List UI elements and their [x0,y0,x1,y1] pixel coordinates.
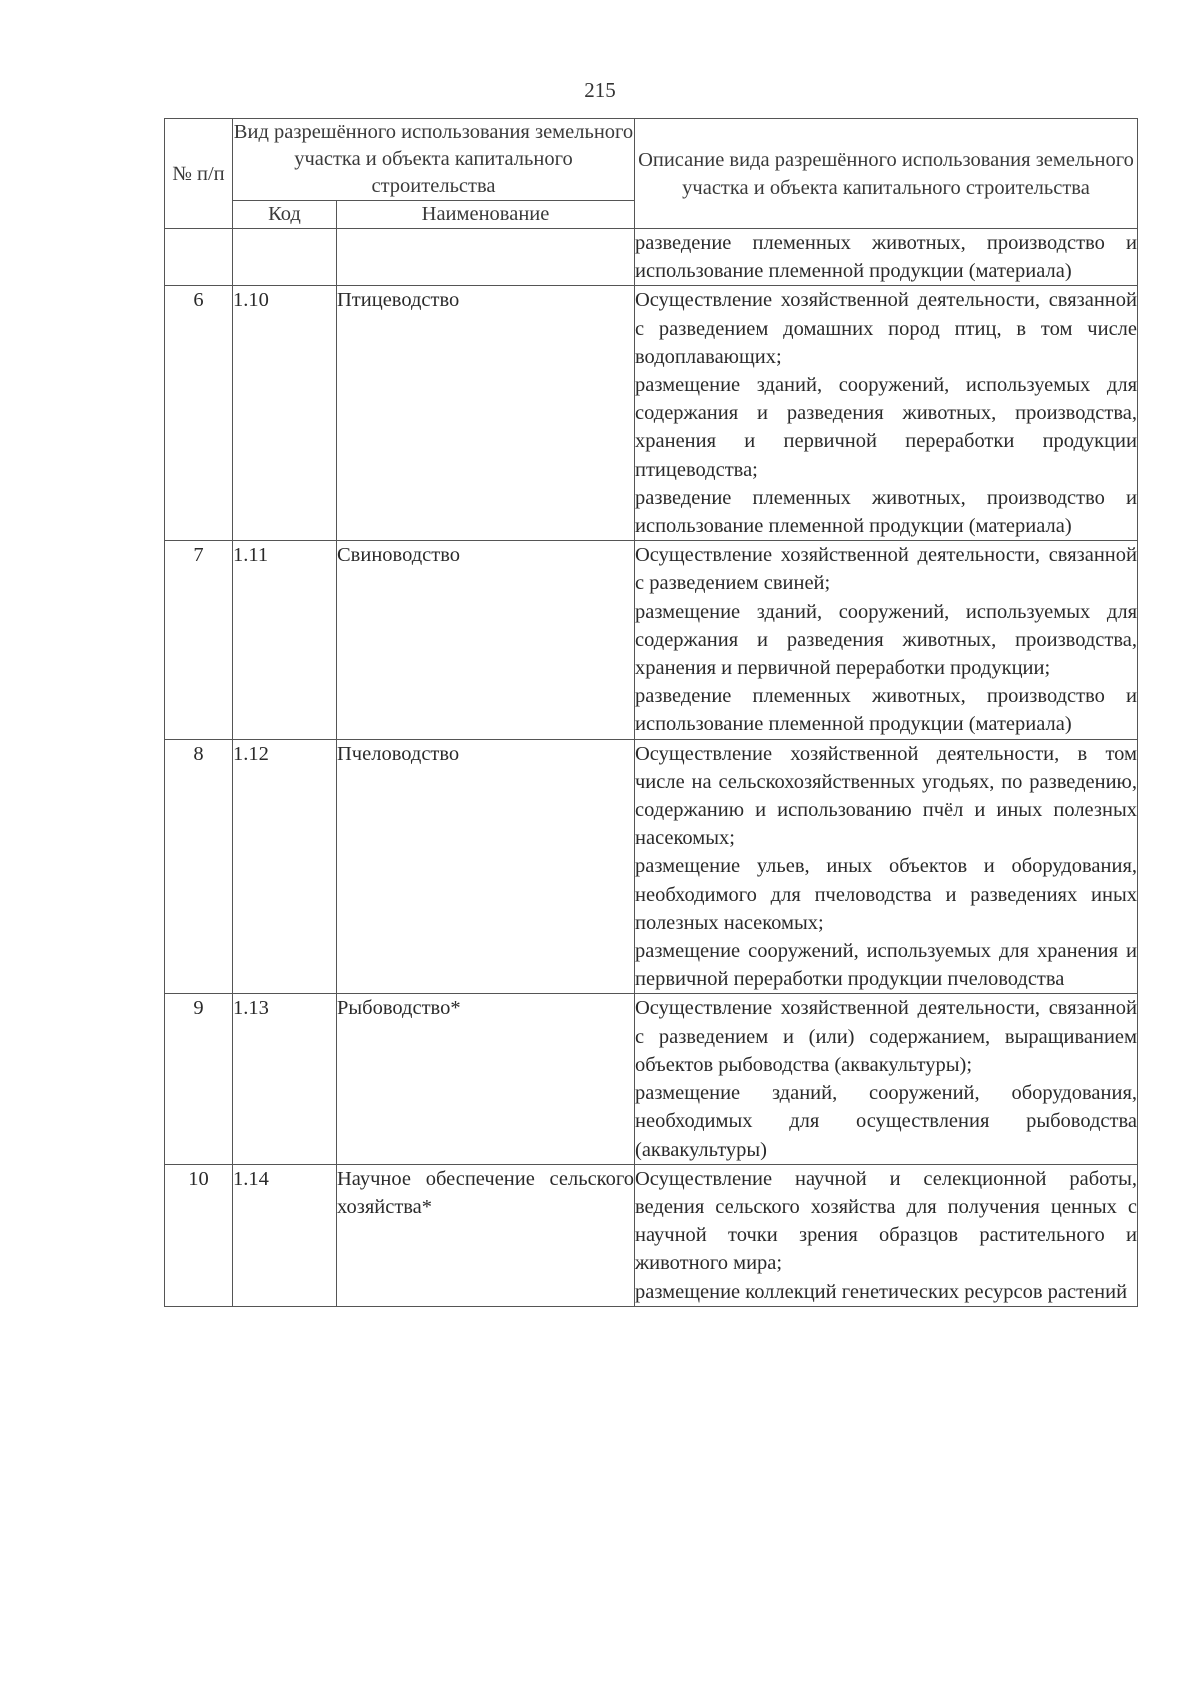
row-name [337,1164,635,1306]
row-description [635,286,1138,541]
description-paragraph: размещение зданий, сооружений, используемых для содержания и разведения животных, производства, хранения и первичной переработки продукции птицеводства; [635,374,1137,481]
row-description [635,229,1138,286]
row-description [635,1164,1138,1306]
header-num: № п/п [165,119,233,229]
table-row [165,1164,1138,1306]
page-number: 215 [584,78,616,102]
description-paragraph: Осуществление хозяйственной деятельности, связанной с разведением свиней; [635,544,1137,595]
row-name-text: Пчеловодство [337,742,460,765]
header-land-use-type: Вид разрешённого использования земельного участка и объекта капитального строительства [233,119,635,201]
row-name-text: Птицеводство [337,289,460,312]
row-name-text: Рыбоводство* [337,997,461,1020]
description-paragraph: Осуществление хозяйственной деятельности, связанной с разведением домашних пород птиц, в том числе водоплавающих; [635,289,1137,368]
table-row [165,541,1138,739]
description-paragraph: разведение племенных животных, производство и использование племенной продукции (материала) [635,486,1137,538]
row-number: 8 [165,739,233,994]
description-paragraph: размещение коллекций генетических ресурсов растений [635,1280,1128,1303]
table-body [165,229,1138,1307]
row-name [337,229,635,286]
table-row [165,739,1138,994]
row-number [165,229,233,286]
description-paragraph: размещение сооружений, используемых для хранения и первичной переработки продукции пчеловодства [635,940,1137,991]
row-number: 7 [165,541,233,739]
row-name-text: Свиноводство [337,544,461,567]
header-description: Описание вида разрешённого использования земельного участка и объекта капитального строительства [635,119,1138,229]
description-paragraph: Осуществление хозяйственной деятельности, в том числе на сельскохозяйственных угодьях, по разведению, содержанию и использованию пчёл и иных полезных насекомых; [635,742,1137,850]
land-use-table [164,118,1138,1307]
table-row [165,286,1138,541]
description-paragraph: Осуществление научной и селекционной работы, ведения сельского хозяйства для получения ценных с научной точки зрения образцов растительного и животного мира; [635,1167,1137,1275]
row-description [635,994,1138,1164]
row-code: 1.13 [233,994,337,1164]
table-row [165,994,1138,1164]
row-name [337,739,635,994]
row-description [635,739,1138,994]
row-name-text: Научное обеспечение сельского хозяйства* [337,1167,634,1218]
row-number: 9 [165,994,233,1164]
row-description [635,541,1138,739]
row-number: 6 [165,286,233,541]
table-row [165,229,1138,286]
row-code: 1.12 [233,739,337,994]
description-paragraph: размещение ульев, иных объектов и оборудования, необходимого для пчеловодства и разведениях иных полезных насекомых; [635,855,1137,934]
row-number: 10 [165,1164,233,1306]
header-code: Код [233,201,337,229]
description-paragraph: Осуществление хозяйственной деятельности, связанной с разведением и (или) содержанием, выращиванием объектов рыбоводства (аквакультуры); [635,997,1137,1076]
header-name: Наименование [337,201,635,229]
description-paragraph: разведение племенных животных, производство и использование племенной продукции (материала) [635,232,1137,283]
row-code: 1.14 [233,1164,337,1306]
row-name [337,541,635,739]
description-paragraph: размещение зданий, сооружений, используемых для содержания и разведения животных, производства, хранения и первичной переработки продукции; [635,600,1137,680]
row-code: 1.10 [233,286,337,541]
row-name [337,286,635,541]
row-code: 1.11 [233,541,337,739]
row-code [233,229,337,286]
row-name [337,994,635,1164]
description-paragraph: размещение зданий, сооружений, оборудования, необходимых для осуществления рыбоводства (аквакультуры) [635,1082,1137,1161]
table-header [165,119,1138,229]
description-paragraph: разведение племенных животных, производство и использование племенной продукции (материала) [635,685,1137,736]
